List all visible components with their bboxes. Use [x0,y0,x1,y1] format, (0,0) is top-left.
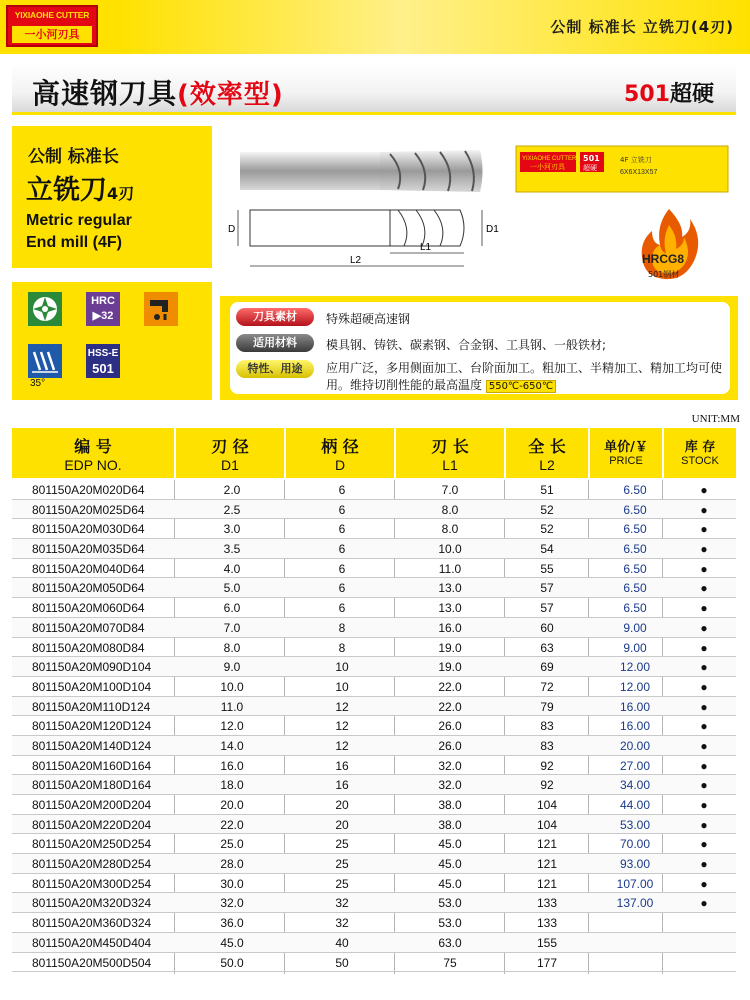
cell-l2: 51 [540,483,554,497]
cell-l1: 13.0 [438,581,462,596]
applicable-text: 模具钢、铸铁、碳素钢、合金钢、工具钢、一般铁材; [326,338,607,352]
dim-d1: D1 [486,224,499,235]
header-l1-cn: 刃 长 [431,437,469,456]
cell-price: 44.00 [619,798,651,812]
cell-d: 8 [338,640,346,655]
cell-d: 20 [335,798,349,812]
cell-l1: 19.0 [438,640,462,655]
cell-d: 32 [335,896,349,911]
header-d-en: D [334,457,346,473]
cell-edp: 801150A20M450D404 [32,935,152,950]
table-row [12,598,736,618]
box-hard: 超硬 [583,164,597,172]
cell-d: 20 [335,817,349,832]
cell-edp: 801150A20M220D204 [32,817,152,832]
cell-l2: 83 [540,738,554,753]
cell-l1: 8.0 [441,522,459,537]
cell-edp: 801150A20M060D64 [32,601,145,616]
cell-price: 6.50 [623,542,647,557]
cell-l1: 38.0 [438,817,462,832]
applicable-label: 适用材料 [236,334,314,352]
header-stock [664,428,736,478]
box-size: 6X6X13X57 [620,169,658,176]
cell-stock: ● [700,542,708,557]
cell-d1: 25.0 [220,837,244,852]
cell-d1: 16.0 [220,758,244,773]
cell-edp: 801150A20M200D204 [32,798,152,812]
cell-stock: ● [700,798,708,812]
cell-d1: 9.0 [223,660,241,675]
cell-l2: 104 [536,798,558,812]
cell-edp: 801150A20M300D254 [32,876,152,891]
product-cn-title-flutes: 4刃 [107,184,135,203]
table-row [12,697,736,717]
cell-d: 6 [338,483,346,497]
cell-l1: 63.0 [438,935,462,950]
tool-shank-photo [240,152,380,190]
cell-edp: 801150A20M140D124 [32,738,152,753]
feature-icons [12,282,212,400]
table-row [12,559,736,579]
temp-range-badge: 550℃-650℃ [486,380,556,393]
cell-price: 107.00 [616,876,654,891]
cell-d: 6 [338,561,346,576]
table-row [12,834,736,854]
cell-edp: 801150A20M280D254 [32,857,152,872]
table-row [12,500,736,520]
brand-logo [6,5,98,47]
table-row [12,854,736,874]
cell-stock: ● [700,660,708,675]
cell-d1: 50.0 [220,955,244,970]
cell-edp: 801150A20M020D64 [32,483,145,497]
cell-l1: 19.0 [438,660,462,675]
cell-stock: ● [700,719,708,734]
cell-d: 50 [335,955,349,970]
header-l2 [506,428,588,478]
cell-l1: 7.0 [441,483,459,497]
cell-price: 93.00 [619,857,651,872]
table-row [12,756,736,776]
hrc-value: ▶32 [92,310,114,322]
cell-stock: ● [700,817,708,832]
cell-d1: 18.0 [220,778,244,793]
header-stock-en: STOCK [681,455,719,467]
cell-stock: ● [700,581,708,596]
cell-edp: 801150A20M160D164 [32,758,152,773]
cell-edp: 801150A20M120D124 [32,719,152,734]
cell-stock: ● [700,837,708,852]
cell-stock: ● [700,738,708,753]
cell-price: 9.00 [623,620,647,635]
coolant-icon [144,292,178,326]
table-row [12,736,736,756]
header-l1 [396,428,504,478]
cell-d1: 8.0 [223,640,241,655]
cell-d: 12 [335,738,349,753]
cell-l1: 45.0 [438,876,462,891]
cell-d1: 2.5 [223,502,241,517]
cell-l2: 52 [540,502,554,517]
cell-l1: 22.0 [438,699,462,714]
cell-stock: ● [700,620,708,635]
cell-price: 27.00 [619,758,651,773]
box-spec: 4F 立铣刀 [620,156,652,164]
page-title-main: 高速钢刀具 [32,77,178,110]
table-row [12,795,736,815]
cell-l1: 13.0 [438,601,462,616]
hrc-rating-icon [86,292,120,326]
cell-price: 6.50 [623,483,647,497]
cell-d1: 36.0 [220,916,244,931]
table-row [12,677,736,697]
cell-edp: 801150A20M080D84 [32,640,145,655]
header-price-cn: 单价/￥ [604,440,648,455]
cell-d: 16 [335,758,349,773]
cell-price: 137.00 [616,896,654,911]
cell-edp: 801150A20M040D64 [32,561,145,576]
cell-d1: 20.0 [220,798,244,812]
cell-d: 6 [338,601,346,616]
grade-number: 501 [624,82,670,107]
header-edp-cn: 编 号 [74,437,112,456]
cell-l2: 83 [540,719,554,734]
header-d1-en: D1 [221,457,239,473]
cell-d: 40 [335,935,349,950]
cell-d: 12 [335,719,349,734]
table-row [12,953,736,973]
cell-d: 25 [335,837,349,852]
cell-d1: 11.0 [220,699,244,714]
cell-stock: ● [700,502,708,517]
cell-d: 6 [338,502,346,517]
cell-edp: 801150A20M100D104 [32,679,152,694]
cell-edp: 801150A20M500D504 [32,955,152,970]
cell-l2: 63 [540,640,554,655]
cell-l2: 121 [536,876,558,891]
cell-d1: 28.0 [220,857,244,872]
cell-l2: 133 [536,896,558,911]
cell-stock: ● [700,561,708,576]
cell-l2: 92 [540,778,554,793]
cell-l1: 26.0 [438,738,462,753]
cell-d1: 14.0 [220,738,244,753]
drawing-flutes [390,210,464,246]
header-d-cn: 柄 径 [321,437,359,456]
drawing-shank [250,210,390,246]
hrc-badge-sub: 501钢材 [648,270,680,279]
cell-l1: 32.0 [438,778,462,793]
cell-l2: 55 [540,561,554,576]
table-row [12,657,736,677]
cell-l2: 121 [536,857,558,872]
hss-label: HSS-E [87,348,119,359]
cell-l1: 16.0 [438,620,462,635]
cell-l2: 121 [536,837,558,852]
cell-d1: 3.0 [223,522,241,537]
header-stock-cn: 库 存 [684,440,716,455]
cell-d: 10 [335,660,349,675]
header-l2-cn: 全 长 [528,437,566,456]
cell-d1: 22.0 [220,817,244,832]
cell-edp: 801150A20M050D64 [32,581,145,596]
brand-logo-cn: 一小河刃具 [12,26,92,43]
cell-l2: 133 [536,916,558,931]
cell-stock: ● [700,896,708,911]
cell-l1: 8.0 [441,502,459,517]
cell-l1: 38.0 [438,798,462,812]
cell-price: 6.50 [623,581,647,596]
hrc-flame-badge [634,205,704,287]
cell-l2: 54 [540,542,554,557]
cell-price: 9.00 [623,640,647,655]
title-bar [12,63,736,115]
table-row [12,519,736,539]
header-d1-cn: 刃 径 [211,437,249,456]
cell-l2: 60 [540,620,554,635]
cell-edp: 801150A20M110D124 [32,699,151,714]
cell-price: 6.50 [623,561,647,576]
header-edp [12,428,174,478]
material-text: 特殊超硬高速钢 [326,312,411,326]
table-row [12,933,736,953]
dim-d: D [228,224,236,235]
cell-l2: 104 [536,817,558,832]
cell-price: 12.00 [619,679,651,694]
features-text [326,360,726,395]
table-row [12,874,736,894]
cell-price: 16.00 [619,719,651,734]
product-table-body [12,480,736,972]
brand-logo-en: YIXIAOHE CUTTER [14,10,90,20]
cell-d: 12 [335,699,349,714]
product-cn-subtitle: 公制 标准长 [28,147,119,167]
table-row [12,893,736,913]
cell-d: 32 [335,916,349,931]
cell-l1: 11.0 [438,561,462,576]
cell-l2: 79 [540,699,554,714]
cell-d: 6 [338,542,346,557]
product-cn-title [26,168,134,207]
table-row [12,775,736,795]
cell-d1: 7.0 [223,620,241,635]
cell-stock: ● [700,679,708,694]
cell-edp: 801150A20M090D104 [32,660,152,675]
cell-d: 25 [335,876,349,891]
cell-d: 8 [338,620,346,635]
cell-l1: 22.0 [438,679,462,694]
cell-stock: ● [700,758,708,773]
cell-d: 16 [335,778,349,793]
cell-l2: 57 [540,581,554,596]
cell-edp: 801150A20M180D164 [32,778,152,793]
category-heading: 公制 标准长 立铣刀(4刃) [550,18,734,36]
product-name-box [12,126,212,268]
cell-l2: 177 [536,955,558,970]
header-d [286,428,394,478]
box-brand: YIXIAOHE CUTTER [522,156,577,162]
cell-l1: 75 [443,955,457,970]
hrc-label: HRC [91,295,115,307]
cell-price: 70.00 [619,837,651,852]
four-flute-icon [28,292,62,326]
grade-label [624,77,714,108]
product-en-line2: End mill (4F) [26,234,122,251]
cell-stock: ● [700,876,708,891]
cell-stock: ● [700,601,708,616]
cell-l1: 45.0 [438,837,462,852]
cell-price: 12.00 [619,660,651,675]
header-d1 [176,428,284,478]
cell-d1: 3.5 [223,542,241,557]
cell-stock: ● [700,857,708,872]
table-row [12,815,736,835]
cell-l1: 53.0 [438,896,462,911]
helix-angle-label: 35° [30,378,46,389]
cell-edp: 801150A20M070D84 [32,620,145,635]
cell-l1: 26.0 [438,719,462,734]
table-row [12,716,736,736]
cell-d1: 2.0 [223,483,241,497]
cell-l2: 69 [540,660,554,675]
table-row [12,638,736,658]
cell-edp: 801150A20M035D64 [32,542,145,557]
hrc-badge-text: HRCG8 [642,252,685,266]
properties-panel [220,296,738,400]
header-price [590,428,662,478]
cell-price: 6.50 [623,522,647,537]
hss-value: 501 [92,361,114,376]
page-title [32,72,284,112]
cell-d1: 4.0 [223,561,241,576]
product-en-line1: Metric regular [26,212,132,229]
table-header [12,428,736,478]
cell-price: 6.50 [623,601,647,616]
cell-d: 6 [338,522,346,537]
cell-edp: 801150A20M025D64 [32,502,145,517]
cell-d1: 5.0 [223,581,241,596]
header-l2-en: L2 [539,457,555,473]
cell-d1: 30.0 [220,876,244,891]
header-price-en: PRICE [609,455,643,467]
package-box [516,146,728,192]
cell-stock: ● [700,640,708,655]
product-cn-title-main: 立铣刀 [26,175,107,206]
cell-l2: 57 [540,601,554,616]
box-code: 501 [583,154,600,163]
cell-price: 16.00 [619,699,651,714]
cell-l1: 32.0 [438,758,462,773]
header-edp-en: EDP NO. [64,457,122,473]
cell-l1: 53.0 [438,916,462,931]
cell-l1: 45.0 [438,857,462,872]
properties-card [230,302,730,394]
table-row [12,618,736,638]
cell-stock: ● [700,778,708,793]
cell-stock: ● [700,522,708,537]
dim-l1: L1 [420,242,432,253]
cell-d1: 45.0 [220,935,244,950]
cell-price: 53.00 [619,817,651,832]
cell-edp: 801150A20M320D324 [32,896,152,911]
cell-edp: 801150A20M250D254 [32,837,152,852]
cell-d1: 12.0 [220,719,244,734]
cell-edp: 801150A20M360D324 [32,916,152,931]
features-description: 应用广泛，多用侧面加工、台阶面加工。粗加工、半精加工、精加工均可使用。维持切削性能的最高温度 [326,361,723,392]
box-brand-cn: 一小河刃具 [530,163,565,171]
dim-l2: L2 [350,255,362,266]
cell-d1: 32.0 [220,896,244,911]
cell-l2: 52 [540,522,554,537]
features-label: 特性、用途 [236,360,314,378]
grade-text: 超硬 [669,82,714,107]
cell-l2: 155 [536,935,558,950]
cell-stock: ● [700,483,708,497]
cell-edp: 801150A20M030D64 [32,522,145,537]
cell-price: 34.00 [619,778,651,793]
cell-d: 6 [338,581,346,596]
cell-stock: ● [700,699,708,714]
page-title-sub: (效率型) [177,80,284,110]
table-row [12,480,736,500]
table-row [12,578,736,598]
hss-grade-icon [86,344,120,378]
unit-label: UNIT:MM [691,413,740,425]
table-row [12,913,736,933]
cell-d: 25 [335,857,349,872]
table-row [12,539,736,559]
cell-l1: 10.0 [438,542,462,557]
material-label: 刀具素材 [236,308,314,326]
helix-angle-icon [28,344,62,378]
cell-l2: 72 [540,679,554,694]
cell-d1: 10.0 [220,679,244,694]
header-l1-en: L1 [442,457,458,473]
cell-price: 6.50 [623,502,647,517]
cell-l2: 92 [540,758,554,773]
cell-price: 20.00 [619,738,651,753]
cell-d: 10 [335,679,349,694]
cell-d1: 6.0 [223,601,241,616]
